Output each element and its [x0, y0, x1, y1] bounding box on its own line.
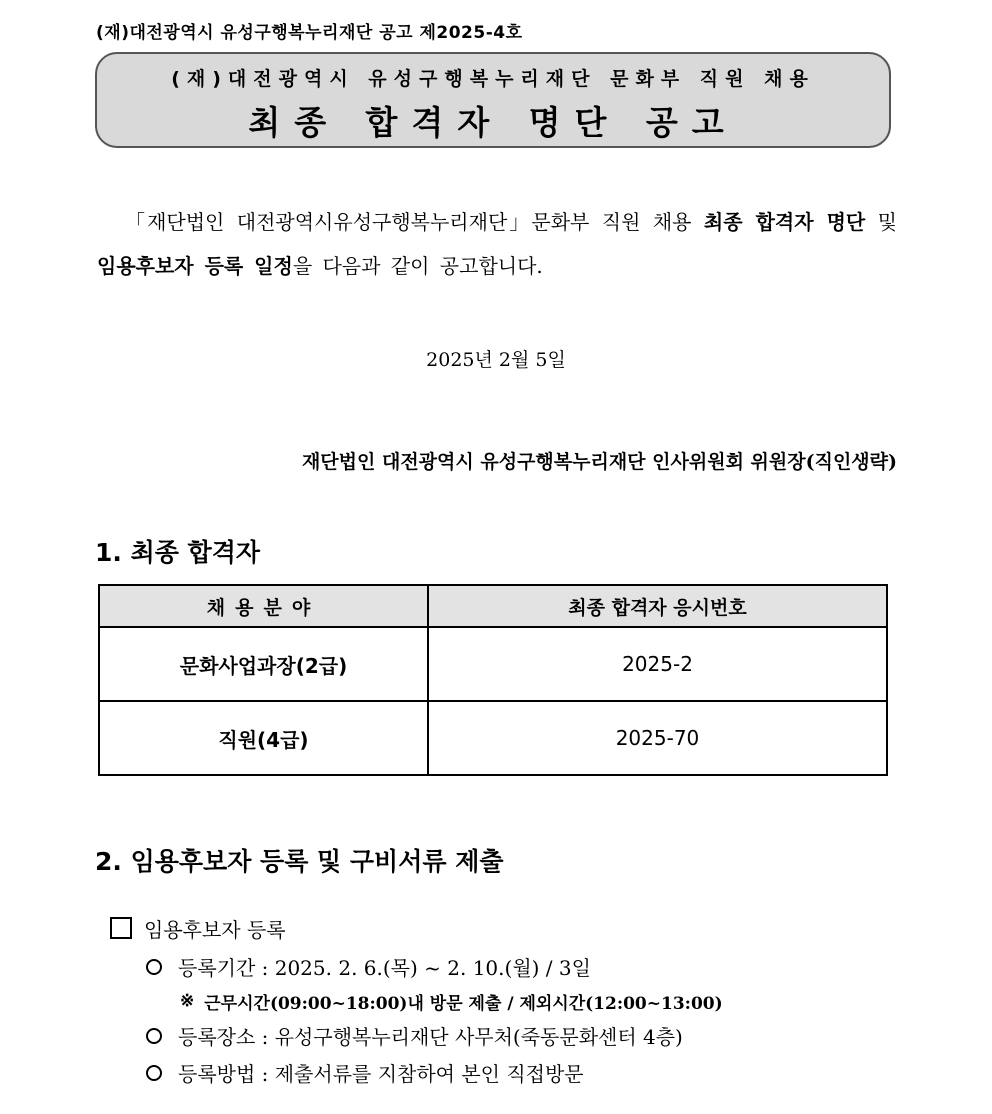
intro-text-1: 「재단법인 대전광역시유성구행복누리재단」문화부 직원 채용 — [125, 210, 704, 234]
notice-number: (재)대전광역시 유성구행복누리재단 공고 제2025-4호 — [96, 23, 523, 43]
registration-title — [110, 908, 910, 948]
table-row — [99, 701, 887, 775]
intro-text-2: 및 — [865, 210, 897, 234]
page-title: 최종 합격자 명단 공고 — [248, 103, 738, 142]
registration-place-text: 등록장소 : 유성구행복누리재단 사무처(죽동문화센터 4층) — [178, 1025, 683, 1049]
registration-note — [180, 985, 910, 1017]
intro-bold-2: 임용후보자 등록 일정 — [97, 254, 293, 278]
results-table — [98, 584, 888, 776]
intro-bold-1: 최종 합격자 명단 — [703, 210, 866, 234]
registration-place — [146, 1017, 910, 1054]
table-row — [99, 627, 887, 701]
row-field: 직원(4급) — [99, 701, 428, 775]
row-number: 2025-70 — [428, 701, 887, 775]
notice-date: 2025년 2월 5일 — [426, 349, 566, 371]
registration-period — [146, 948, 910, 985]
registration-note-text: 근무시간(09:00~18:00)내 방문 제출 / 제외시간(12:00~13:00) — [204, 993, 723, 1014]
registration-block — [110, 908, 910, 1091]
title-subtitle: (재)대전광역시 유성구행복누리재단 문화부 직원 채용 — [171, 68, 815, 90]
checkbox-icon — [110, 917, 132, 939]
header-number: 최종 합격자 응시번호 — [428, 585, 887, 627]
row-number: 2025-2 — [428, 627, 887, 701]
registration-method — [146, 1054, 910, 1091]
registration-title-text: 임용후보자 등록 — [144, 917, 286, 942]
registration-method-text: 등록방법 : 제출서류를 지참하여 본인 직접방문 — [178, 1062, 584, 1086]
header-field: 채용분야 — [99, 585, 428, 627]
intro-paragraph — [97, 200, 897, 288]
section-2-heading: 2. 임용후보자 등록 및 구비서류 제출 — [95, 847, 504, 876]
title-box — [95, 52, 891, 148]
table-header-row — [99, 585, 887, 627]
intro-text-3: 을 다음과 같이 공고합니다. — [292, 254, 543, 278]
registration-period-text: 등록기간 : 2025. 2. 6.(목) ~ 2. 10.(월) / 3일 — [178, 956, 591, 980]
row-field: 문화사업과장(2급) — [99, 627, 428, 701]
circle-bullet-icon — [146, 959, 162, 975]
note-mark: ※ — [180, 991, 195, 1011]
circle-bullet-icon — [146, 1028, 162, 1044]
section-1-heading: 1. 최종 합격자 — [95, 538, 261, 567]
signature: 재단법인 대전광역시 유성구행복누리재단 인사위원회 위원장(직인생략) — [301, 451, 897, 473]
circle-bullet-icon — [146, 1065, 162, 1081]
